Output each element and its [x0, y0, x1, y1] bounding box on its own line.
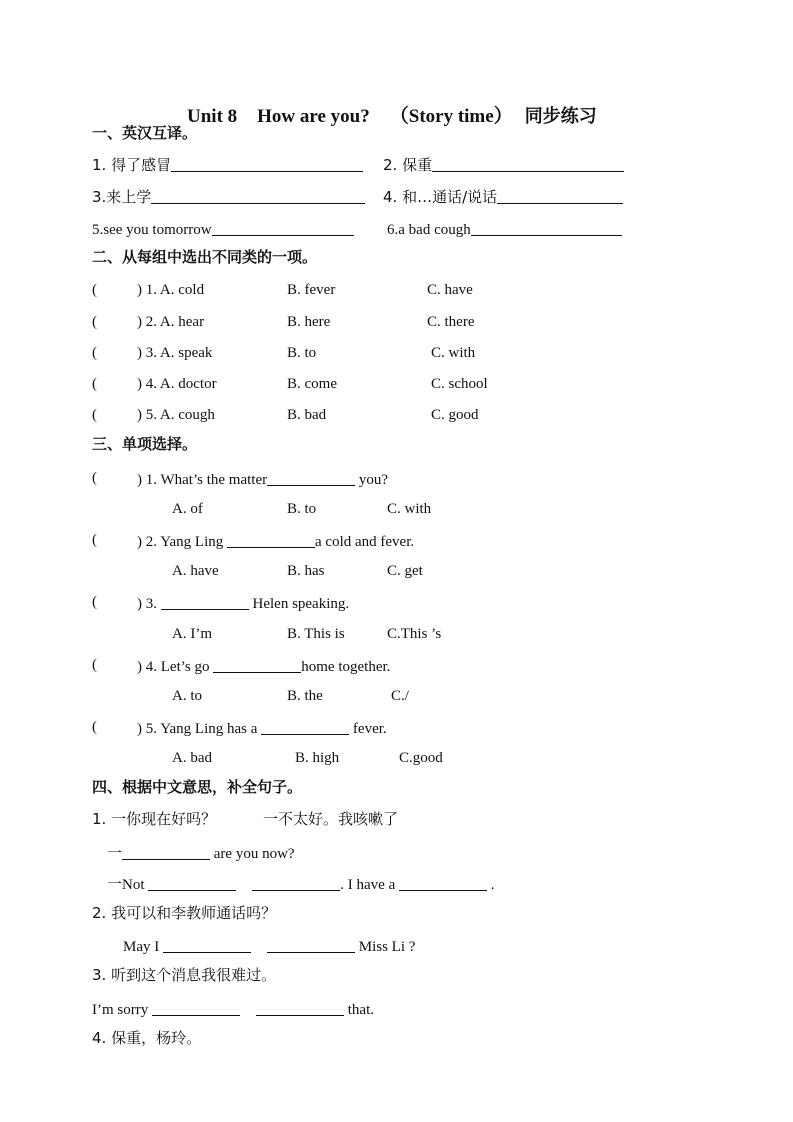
s3-option-c: C.good: [399, 750, 443, 766]
s3-option-c: C. with: [387, 501, 432, 517]
s3-question: ) 5. Yang Ling has a fever.: [137, 721, 387, 737]
answer-blank[interactable]: [267, 471, 355, 486]
s3-option-c: C./: [391, 688, 409, 704]
section1-heading: 一、英汉互译。: [92, 124, 198, 142]
s1-item-6: 6.a bad cough: [387, 221, 622, 238]
answer-blank[interactable]: [252, 876, 340, 891]
s2-option-a: ) 1. A. cold: [137, 282, 205, 298]
answer-blank[interactable]: [122, 845, 210, 860]
title-unit: Unit 8: [187, 106, 238, 127]
answer-paren[interactable]: (: [92, 532, 97, 548]
section3-heading: 三、单项选择。: [92, 435, 198, 453]
s1-item-5: 5.see you tomorrow: [92, 221, 354, 238]
s3-option-b: B. has: [287, 563, 325, 579]
s4-q1-english-2: 一Not . I have a .: [107, 877, 495, 893]
answer-paren[interactable]: (: [92, 470, 97, 486]
answer-paren[interactable]: (: [92, 407, 97, 423]
s3-option-a: A. to: [172, 688, 202, 704]
section4-heading: 四、根据中文意思，补全句子。: [92, 778, 303, 796]
s4-q1-chinese-reply: 一不太好。我咳嗽了: [263, 810, 399, 828]
section2-heading: 二、从每组中选出不同类的一项。: [92, 248, 318, 266]
answer-blank[interactable]: [148, 876, 236, 891]
answer-paren[interactable]: (: [92, 314, 97, 330]
answer-blank[interactable]: [471, 221, 622, 236]
s3-option-b: B. high: [295, 750, 340, 766]
s3-question: ) 2. Yang Ling a cold and fever.: [137, 534, 415, 550]
answer-blank[interactable]: [151, 189, 365, 204]
s3-option-c: C. get: [387, 563, 423, 579]
s1-item-1: 1. 得了感冒: [92, 157, 363, 173]
s2-option-c: C. have: [427, 282, 473, 298]
s2-option-c: C. there: [427, 314, 475, 330]
s2-option-b: B. fever: [287, 282, 336, 298]
answer-blank[interactable]: [227, 533, 315, 548]
answer-paren[interactable]: (: [92, 594, 97, 610]
s2-option-a: ) 5. A. cough: [137, 407, 215, 423]
s3-option-a: A. I’m: [172, 626, 212, 642]
s3-option-c: C.This ’s: [387, 626, 442, 642]
s1-item-3: 3.来上学: [92, 189, 365, 205]
s2-option-c: C. school: [431, 376, 488, 392]
answer-blank[interactable]: [497, 189, 623, 204]
s2-option-b: B. come: [287, 376, 337, 392]
s4-q2-chinese: 2. 我可以和李教师通话吗？: [92, 904, 277, 922]
s2-option-a: ) 3. A. speak: [137, 345, 213, 361]
s3-option-a: A. of: [172, 501, 203, 517]
s2-option-b: B. here: [287, 314, 331, 330]
answer-blank[interactable]: [163, 938, 251, 953]
answer-paren[interactable]: (: [92, 282, 97, 298]
s2-option-c: C. with: [431, 345, 476, 361]
s3-question: ) 4. Let’s go home together.: [137, 659, 391, 675]
s4-q1-chinese: 1. 一你现在好吗？: [92, 810, 217, 828]
answer-blank[interactable]: [399, 876, 487, 891]
answer-blank[interactable]: [261, 720, 349, 735]
s1-item-2: 2. 保重: [383, 157, 624, 173]
answer-blank[interactable]: [152, 1001, 240, 1016]
answer-blank[interactable]: [171, 157, 363, 172]
s4-q1-english-1: 一 are you now?: [107, 846, 295, 862]
title-lesson: How are you?: [257, 106, 370, 127]
s3-question: ) 3. Helen speaking.: [137, 596, 350, 612]
page-title: [168, 88, 597, 145]
answer-blank[interactable]: [267, 938, 355, 953]
s2-option-b: B. to: [287, 345, 317, 361]
s2-option-a: ) 2. A. hear: [137, 314, 205, 330]
s2-option-c: C. good: [431, 407, 479, 423]
s3-option-b: B. to: [287, 501, 317, 517]
s3-option-b: B. the: [287, 688, 323, 704]
s4-q4-chinese: 4. 保重，杨玲。: [92, 1029, 202, 1047]
title-part: （Story time）: [389, 106, 513, 127]
s2-option-b: B. bad: [287, 407, 327, 423]
answer-blank[interactable]: [432, 157, 624, 172]
answer-paren[interactable]: (: [92, 376, 97, 392]
s4-q3-english: I’m sorry that.: [92, 1002, 374, 1018]
answer-blank[interactable]: [256, 1001, 344, 1016]
answer-blank[interactable]: [212, 221, 354, 236]
title-kind: 同步练习: [524, 106, 597, 127]
answer-paren[interactable]: (: [92, 345, 97, 361]
s3-question: ) 1. What’s the matter you?: [137, 472, 389, 488]
s1-item-4: 4. 和…通话/说话: [383, 189, 623, 205]
s4-q2-english: May I Miss Li ?: [123, 939, 416, 955]
answer-paren[interactable]: (: [92, 719, 97, 735]
answer-blank[interactable]: [161, 595, 249, 610]
s3-option-b: B. This is: [287, 626, 345, 642]
s3-option-a: A. bad: [172, 750, 212, 766]
s4-q3-chinese: 3. 听到这个消息我很难过。: [92, 966, 277, 984]
answer-paren[interactable]: (: [92, 657, 97, 673]
answer-blank[interactable]: [213, 658, 301, 673]
s2-option-a: ) 4. A. doctor: [137, 376, 217, 392]
s3-option-a: A. have: [172, 563, 219, 579]
